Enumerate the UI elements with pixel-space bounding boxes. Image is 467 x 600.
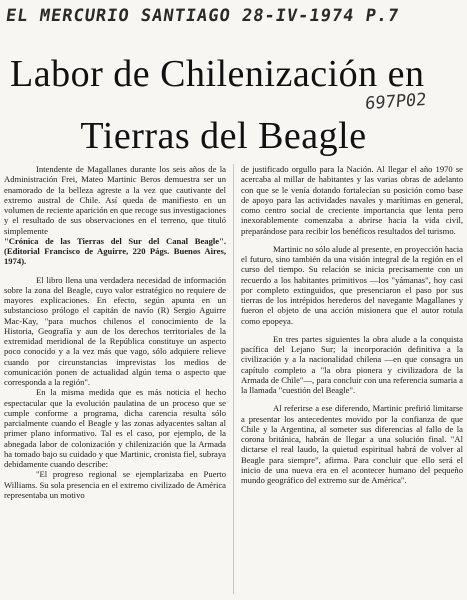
column-left	[4, 164, 226, 600]
paragraph: En tres partes siguientes la obra alude a la conquista pacífica del Lejano Sur; la incorporación definitiva a la civilización y a la nacionalidad chilena —en que consagra un capítulo completo a "la obra pionera y civilizadora de la Armada de Chile"—, para concluir con una referencia sumaria a la llamada "cuestión del Beagle".	[241, 333, 463, 395]
handwritten-source-annotation: EL MERCURIO SANTIAGO 28-IV-1974 P.7	[4, 6, 401, 26]
column-divider	[233, 164, 234, 594]
book-citation: "Crónica de las Tierras del Sur del Canal Beagle". (Editorial Francisco de Aguirre, 220 Págs. Buenos Aires, 1974).	[4, 235, 226, 267]
paragraph: de justificado orgullo para la Nación. Al llegar el año 1970 se acercaba al millar de habitantes y las varias obras de adelanto con que se le venía dotando fortalecían su posición como base de apoyo para las actividades navales y marítimas en general, como centro social de creciente importancia que lenta pero inexorablemente comenzaba a abrirse hacia la vida civil, preparándose para recibir los benéficos resultados del turismo.	[241, 164, 463, 236]
paragraph: Intendente de Magallanes durante los seis años de la Administración Frei, Mateo Martinic Beros demuestra ser un enamorado de la belleza agreste a la vez que cautivante del extremo austral de Chile. Así queda de manifiesto en un volumen de reciente aparición en que recoge sus investigaciones y el resultado de sus observaciones en el terreno, que tituló simplemente	[4, 164, 226, 236]
headline-line-1: Labor de Chilenización en	[10, 53, 425, 95]
headline-line-2: Tierras del Beagle	[80, 115, 367, 157]
paragraph: Martinic no sólo alude al presente, en proyección hacia el futuro, sino también da una visión integral de la región en el curso del tiempo. Su relación se inicia precisamente con un recuerdo a los habitantes primitivos —los "yámanas", hoy casi por completo extinguidos, que presenciaron el paso por sus tierras de los intrépidos herederos del navegante Magallanes y fueron el objeto de una acción misionera que el autor rotula como epopeya.	[241, 243, 463, 326]
article-body	[4, 164, 463, 600]
paragraph: En la misma medida que es más noticia el hecho espectacular que la evolución paulatina de un proceso que se cumple conforme a programa, dicha carencia resulta sólo parcialmente cuando el Beagle y las zonas adyacentes saltan al primer plano informativo. Tal es el caso, por ejemplo, de la abnegada labor de colonización y chilenización que la Armada ha tomado bajo su cuidado y que Martinic, cronista fiel, subraya debidamente cuando describe:	[4, 387, 226, 469]
paragraph: El libro llena una verdadera necesidad de información sobre la zona del Beagle, cuyo valor estratégico no requiere de mayores explicaciones. En efecto, según apunta en un substancioso prólogo el capitán de navío (R) Sergio Aguirre Mac-Kay, "para muchos chilenos el conocimiento de la Historia, Geografía y aun de los derechos territoriales de la extremidad meridional de la República constituye un aspecto poco conocido y a la vez más que vago, sólo adquiere relieve cuando por circunstancias imprevistas los medios de comunicación ponen de actualidad algún tema o aspecto que corresponda a la región".	[4, 274, 226, 387]
column-right	[241, 164, 463, 600]
paragraph: Al referirse a ese diferendo, Martinic prefirió limitarse a presentar los antecedentes movido por la confianza de que Chile y la Argentina, al someter sus diferencias al fallo de la corona británica, habrán de llegar a una solución final. "Al dictarse el real laudo, la quietud espiritual habrá de volver al Beagle para siempre", afirma. Para concluir que ello será el inicio de una nueva era en el acontecer humano del pequeño mundo geográfico del extremo sur de América".	[241, 403, 463, 485]
handwritten-archive-code: 697P02	[364, 89, 428, 115]
article-headline	[0, 52, 467, 158]
paragraph: "El progreso regional se ejemplarizaba en Puerto Williams. Su sola presencia en el extremo civilizado de América representaba un motivo	[4, 469, 226, 500]
